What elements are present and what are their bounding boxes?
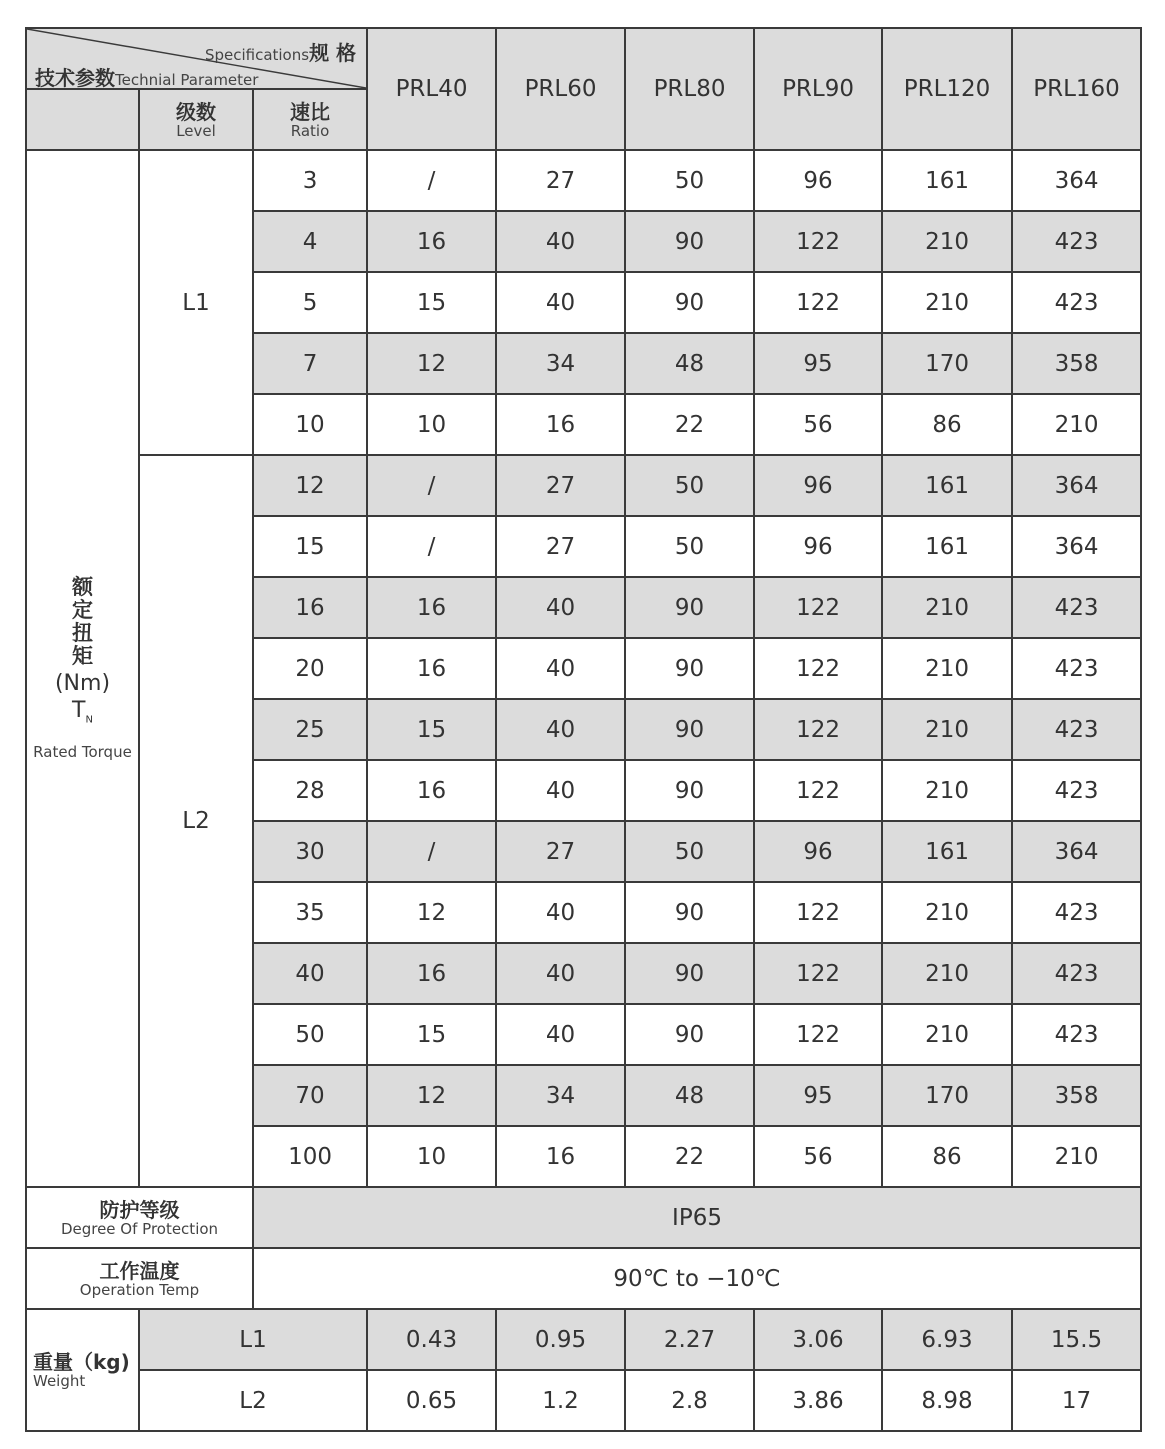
torque-value-cell: 170: [882, 333, 1012, 394]
ratio-cell: 10: [253, 394, 367, 455]
torque-value-cell: 40: [496, 577, 625, 638]
torque-value-cell: 210: [882, 272, 1012, 333]
ratio-cell: 40: [253, 943, 367, 1004]
torque-unit: (Nm): [54, 670, 111, 696]
weight-value-cell: 0.43: [367, 1309, 496, 1370]
weight-label-en: Weight: [33, 1372, 86, 1390]
torque-value-cell: 210: [882, 760, 1012, 821]
torque-value-cell: 16: [367, 211, 496, 272]
torque-value-cell: 27: [496, 516, 625, 577]
level-cell: L2: [139, 455, 253, 1187]
torque-value-cell: 16: [367, 943, 496, 1004]
torque-value-cell: 15: [367, 1004, 496, 1065]
torque-value-cell: 90: [625, 577, 754, 638]
rated-torque-cn-char: 矩: [72, 643, 93, 668]
torque-value-cell: 16: [496, 1126, 625, 1187]
specifications-en: Specifications: [204, 46, 310, 64]
torque-value-cell: 364: [1012, 516, 1141, 577]
torque-value-cell: 122: [754, 699, 882, 760]
torque-value-cell: 364: [1012, 150, 1141, 211]
weight-value-cell: 8.98: [882, 1370, 1012, 1431]
torque-value-cell: 96: [754, 821, 882, 882]
torque-value-cell: 10: [367, 394, 496, 455]
ratio-cell: 7: [253, 333, 367, 394]
spec-table: [25, 27, 1142, 1432]
torque-value-cell: 358: [1012, 333, 1141, 394]
spec-table-body: [26, 28, 1141, 1431]
torque-value-cell: 96: [754, 455, 882, 516]
torque-symbol-subscript: N: [85, 714, 93, 726]
protection-label-cn: 防护等级: [99, 1197, 180, 1222]
torque-value-cell: 40: [496, 272, 625, 333]
torque-value-cell: 16: [367, 577, 496, 638]
torque-value-cell: 423: [1012, 211, 1141, 272]
torque-value-cell: 161: [882, 516, 1012, 577]
header-row-1: [26, 28, 1141, 89]
torque-value-cell: 50: [625, 150, 754, 211]
torque-value-cell: /: [367, 821, 496, 882]
torque-value-cell: 96: [754, 516, 882, 577]
torque-value-cell: /: [367, 455, 496, 516]
torque-value-cell: 15: [367, 272, 496, 333]
ratio-cell: 30: [253, 821, 367, 882]
technical-parameter-label: [35, 62, 258, 89]
weight-value-cell: 3.06: [754, 1309, 882, 1370]
protection-label-cell: [26, 1187, 253, 1248]
torque-value-cell: 423: [1012, 882, 1141, 943]
torque-value-cell: 16: [367, 760, 496, 821]
protection-row: [26, 1187, 1141, 1248]
weight-level-cell: L1: [139, 1309, 367, 1370]
rated-torque-cn-char: 扭: [72, 620, 93, 645]
level-header-en: Level: [176, 121, 216, 140]
ratio-cell: 100: [253, 1126, 367, 1187]
weight-value-cell: 2.27: [625, 1309, 754, 1370]
torque-value-cell: 90: [625, 882, 754, 943]
torque-value-cell: 170: [882, 1065, 1012, 1126]
torque-value-cell: 50: [625, 455, 754, 516]
weight-row: [26, 1370, 1141, 1431]
rated-torque-label: [27, 576, 138, 761]
ratio-cell: 50: [253, 1004, 367, 1065]
torque-value-cell: 90: [625, 211, 754, 272]
torque-value-cell: 90: [625, 1004, 754, 1065]
torque-value-cell: 48: [625, 1065, 754, 1126]
torque-value-cell: 27: [496, 455, 625, 516]
ratio-cell: 28: [253, 760, 367, 821]
torque-value-cell: 40: [496, 1004, 625, 1065]
specifications-cn: 规 格: [309, 41, 357, 65]
torque-value-cell: 50: [625, 516, 754, 577]
temperature-label-cell: [26, 1248, 253, 1309]
ratio-cell: 25: [253, 699, 367, 760]
torque-value-cell: 16: [496, 394, 625, 455]
model-header: PRL40: [367, 28, 496, 150]
temperature-label-cn: 工作温度: [99, 1258, 180, 1283]
torque-value-cell: 86: [882, 1126, 1012, 1187]
rated-torque-cn-char: 定: [72, 597, 93, 622]
ratio-header-en: Ratio: [290, 121, 330, 140]
ratio-cell: 16: [253, 577, 367, 638]
torque-value-cell: 122: [754, 211, 882, 272]
rated-torque-cn-char: 额: [72, 574, 93, 599]
weight-level-cell: L2: [139, 1370, 367, 1431]
model-header: PRL90: [754, 28, 882, 150]
weight-value-cell: 3.86: [754, 1370, 882, 1431]
torque-value-cell: 95: [754, 333, 882, 394]
torque-value-cell: 96: [754, 150, 882, 211]
weight-label-cn: 重量（kg): [33, 1350, 130, 1374]
header-corner-cell: [26, 28, 367, 89]
torque-value-cell: 358: [1012, 1065, 1141, 1126]
torque-value-cell: 40: [496, 760, 625, 821]
torque-value-cell: 34: [496, 333, 625, 394]
torque-value-cell: 210: [1012, 394, 1141, 455]
torque-value-cell: 40: [496, 699, 625, 760]
torque-value-cell: 122: [754, 760, 882, 821]
torque-symbol-main: T: [72, 697, 86, 723]
torque-value-cell: 122: [754, 1004, 882, 1065]
torque-value-cell: 56: [754, 1126, 882, 1187]
rated-torque-en: Rated Torque: [33, 743, 132, 762]
torque-value-cell: 10: [367, 1126, 496, 1187]
torque-value-cell: 161: [882, 455, 1012, 516]
level-cell: L1: [139, 150, 253, 455]
torque-value-cell: 210: [882, 943, 1012, 1004]
torque-value-cell: 86: [882, 394, 1012, 455]
ratio-cell: 70: [253, 1065, 367, 1126]
torque-value-cell: 90: [625, 760, 754, 821]
torque-value-cell: 423: [1012, 638, 1141, 699]
header-blank-cell: [26, 89, 139, 150]
level-header-cn: 级数: [176, 99, 216, 124]
weight-value-cell: 17: [1012, 1370, 1141, 1431]
torque-value-cell: 423: [1012, 1004, 1141, 1065]
torque-value-cell: 22: [625, 394, 754, 455]
ratio-cell: 12: [253, 455, 367, 516]
torque-value-cell: 95: [754, 1065, 882, 1126]
torque-value-cell: 12: [367, 1065, 496, 1126]
torque-value-cell: 122: [754, 943, 882, 1004]
torque-value-cell: 210: [882, 1004, 1012, 1065]
ratio-header-cn: 速比: [290, 99, 331, 124]
torque-value-cell: 40: [496, 638, 625, 699]
torque-value-cell: 90: [625, 638, 754, 699]
torque-value-cell: 161: [882, 821, 1012, 882]
torque-value-cell: 210: [1012, 1126, 1141, 1187]
torque-value-cell: 15: [367, 699, 496, 760]
protection-value-cell: IP65: [253, 1187, 1141, 1248]
torque-value-cell: 423: [1012, 760, 1141, 821]
temperature-value-cell: 90℃ to −10℃: [253, 1248, 1141, 1309]
torque-value-cell: 423: [1012, 272, 1141, 333]
rated-torque-label-cell: [26, 150, 139, 1187]
weight-value-cell: 6.93: [882, 1309, 1012, 1370]
torque-value-cell: 12: [367, 333, 496, 394]
torque-value-cell: 210: [882, 638, 1012, 699]
technical-parameter-cn: 技术参数: [35, 66, 115, 89]
torque-value-cell: 34: [496, 1065, 625, 1126]
weight-value-cell: 2.8: [625, 1370, 754, 1431]
model-header: PRL160: [1012, 28, 1141, 150]
torque-value-cell: 122: [754, 882, 882, 943]
weight-label-cell: [26, 1309, 139, 1431]
torque-row: [26, 455, 1141, 516]
torque-value-cell: 90: [625, 943, 754, 1004]
ratio-cell: 3: [253, 150, 367, 211]
model-header: PRL120: [882, 28, 1012, 150]
torque-value-cell: 423: [1012, 699, 1141, 760]
ratio-header: [253, 89, 367, 150]
level-header: [139, 89, 253, 150]
protection-label-en: Degree Of Protection: [60, 1219, 219, 1238]
torque-value-cell: 423: [1012, 943, 1141, 1004]
temperature-row: [26, 1248, 1141, 1309]
torque-value-cell: 210: [882, 699, 1012, 760]
torque-value-cell: 210: [882, 211, 1012, 272]
weight-value-cell: 1.2: [496, 1370, 625, 1431]
torque-value-cell: 40: [496, 943, 625, 1004]
torque-row: [26, 150, 1141, 211]
torque-value-cell: 122: [754, 272, 882, 333]
torque-value-cell: 122: [754, 577, 882, 638]
torque-value-cell: 12: [367, 882, 496, 943]
torque-symbol: [72, 698, 93, 733]
torque-value-cell: 423: [1012, 577, 1141, 638]
ratio-cell: 5: [253, 272, 367, 333]
ratio-cell: 4: [253, 211, 367, 272]
ratio-cell: 15: [253, 516, 367, 577]
torque-value-cell: 40: [496, 211, 625, 272]
torque-value-cell: 210: [882, 882, 1012, 943]
weight-value-cell: 15.5: [1012, 1309, 1141, 1370]
torque-value-cell: 40: [496, 882, 625, 943]
torque-value-cell: 122: [754, 638, 882, 699]
torque-value-cell: /: [367, 516, 496, 577]
torque-value-cell: 56: [754, 394, 882, 455]
torque-value-cell: 27: [496, 150, 625, 211]
torque-value-cell: 210: [882, 577, 1012, 638]
torque-value-cell: 16: [367, 638, 496, 699]
weight-value-cell: 0.65: [367, 1370, 496, 1431]
torque-value-cell: 90: [625, 699, 754, 760]
ratio-cell: 35: [253, 882, 367, 943]
torque-value-cell: 48: [625, 333, 754, 394]
ratio-cell: 20: [253, 638, 367, 699]
torque-value-cell: 27: [496, 821, 625, 882]
torque-value-cell: 50: [625, 821, 754, 882]
torque-value-cell: 364: [1012, 821, 1141, 882]
model-header: PRL60: [496, 28, 625, 150]
torque-value-cell: /: [367, 150, 496, 211]
torque-value-cell: 161: [882, 150, 1012, 211]
technical-parameter-en: Technial Parameter: [115, 71, 259, 89]
weight-value-cell: 0.95: [496, 1309, 625, 1370]
model-header: PRL80: [625, 28, 754, 150]
temperature-label-en: Operation Temp: [79, 1280, 200, 1299]
torque-value-cell: 90: [625, 272, 754, 333]
torque-value-cell: 364: [1012, 455, 1141, 516]
weight-row: [26, 1309, 1141, 1370]
torque-value-cell: 22: [625, 1126, 754, 1187]
